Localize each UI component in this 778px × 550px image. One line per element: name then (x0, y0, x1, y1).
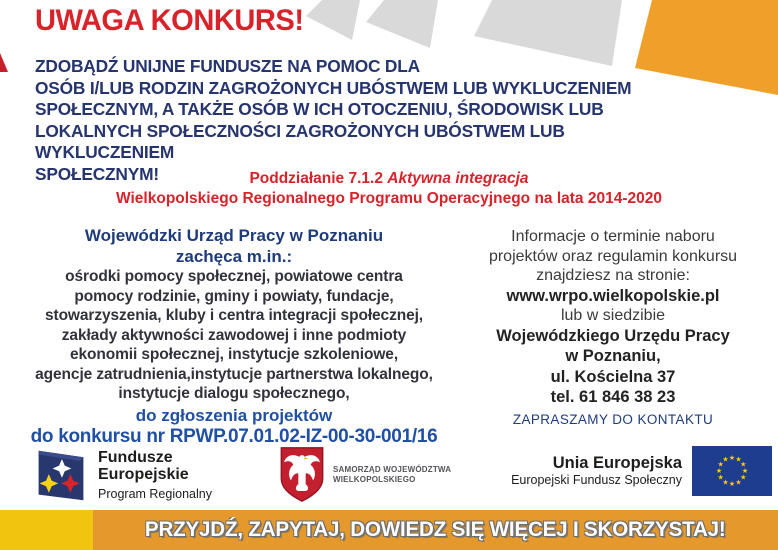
svg-text:★: ★ (740, 460, 747, 469)
office-name-line1: Wojewódzkiego Urzędu Pracy (496, 326, 730, 345)
svg-text:★: ★ (741, 467, 749, 475)
svg-text:★: ★ (728, 454, 736, 462)
beneficiary-list-line: pomocy rodzinie, gminy i powiaty, fundacje, (74, 287, 394, 305)
right-column (452, 227, 774, 427)
fundusze-line2: Europejskie (98, 466, 189, 483)
contact-cta: ZAPRASZAMY DO KONTAKTU (512, 411, 714, 427)
info-line: lub w siedzibie (560, 307, 666, 324)
subtitle-measure: Poddziałanie 7.1.2 (249, 170, 388, 187)
intro-paragraph (35, 56, 688, 185)
bottom-banner (0, 510, 778, 550)
intro-line: ZDOBĄDŹ UNIJNE FUNDUSZE NA POMOC DLA (35, 56, 420, 76)
eu-line1: Unia Europejska (552, 454, 682, 472)
svg-text:★: ★ (722, 455, 729, 464)
subtitle-line2: Wielkopolskiego Regionalnego Programu Operacyjnego na lata 2014-2020 (116, 190, 662, 207)
program-subtitle (0, 169, 778, 209)
beneficiary-list-line: stowarzyszenia, kluby i centra integracji społecznej, (44, 307, 424, 324)
svg-text:★: ★ (728, 480, 736, 488)
intro-line: SPOŁECZNYM, A TAKŻE OSÓB W ICH OTOCZENIU, ŚRODOWISK LUB (35, 99, 604, 119)
intro-line: LOKALNYCH SPOŁECZNOŚCI ZAGROŻONYCH UBÓSTWEM LUB WYKLUCZENIEM (35, 120, 565, 162)
left-heading-line2: zachęca m.in.: (175, 247, 293, 266)
svg-text:★: ★ (715, 467, 723, 475)
svg-text:★: ★ (717, 473, 724, 482)
website-url: www.wrpo.wielkopolskie.pl (506, 286, 720, 305)
samorzad-line2: WIELKOPOLSKIEGO (333, 474, 416, 484)
left-column (16, 225, 452, 448)
beneficiary-list-line: agencje zatrudnienia,instytucje partnerstwa lokalnego, (35, 365, 433, 383)
office-phone: tel. 61 846 38 23 (550, 388, 676, 406)
banner-orange-block (93, 510, 778, 550)
svg-text:★: ★ (722, 478, 729, 487)
wielkopolska-crest-icon (279, 446, 325, 503)
subtitle-line1 (0, 169, 778, 189)
beneficiary-list-line: ekonomii społecznej, instytucje szkoleniowe, (69, 346, 399, 363)
svg-text:★: ★ (717, 460, 724, 469)
eu-flag-icon (692, 446, 772, 496)
svg-text:★: ★ (735, 478, 742, 487)
gray-shape-icon (366, 0, 438, 48)
page-title: UWAGA KONKURS! (35, 4, 304, 37)
subtitle-action-name: Aktywna integracja (387, 170, 529, 187)
info-line: Informacje o terminie naboru (511, 228, 715, 245)
samorzad-wielkopolski-logo (279, 446, 451, 503)
fundusze-europejskie-logo (33, 446, 212, 504)
banner-slogan: PRZYJDŹ, ZAPYTAJ, DOWIEDZ SIĘ WIĘCEJ I SKORZYSTAJ! (145, 518, 726, 541)
intro-line: SPOŁECZNYM! (35, 163, 159, 184)
samorzad-line1: SAMORZĄD WOJEWÓDZTWA (333, 464, 452, 474)
banner-yellow-block (0, 510, 93, 550)
fundusze-line1: Fundusze (98, 448, 173, 466)
gray-shape-icon (306, 0, 360, 40)
beneficiary-list-line: zakłady aktywności zawodowej i inne podmioty (61, 326, 407, 344)
unia-europejska-logo (511, 446, 772, 496)
logo-strip (0, 444, 778, 508)
office-name-line2: w Poznaniu, (565, 347, 661, 365)
beneficiary-list-line: ośrodki pomocy społecznej, powiatowe centra (65, 268, 403, 285)
office-address: ul. Kościelna 37 (550, 367, 676, 386)
competition-number: do konkursu nr RPWP.07.01.02-IZ-00-30-001/16 (30, 425, 438, 447)
left-edge-accent-icon (0, 53, 8, 72)
eu-funds-flag-icon (33, 446, 89, 504)
fundusze-line3: Program Regionalny (98, 486, 212, 501)
samorzad-logo-text (333, 465, 451, 485)
info-line: znajdziesz na stronie: (536, 267, 690, 284)
eu-logo-text (511, 454, 682, 488)
beneficiary-list-line: instytucje dialogu społecznego, (118, 385, 350, 402)
left-heading-line1: Wojewódzki Urząd Pracy w Poznaniu (84, 226, 384, 245)
intro-line: OSÓB I/LUB RODZIN ZAGROŻONYCH UBÓSTWEM LUB WYKLUCZENIEM (35, 77, 632, 98)
svg-text:★: ★ (740, 473, 747, 482)
submission-cta-line1: do zgłoszenia projektów (135, 405, 333, 425)
svg-text:★: ★ (735, 455, 742, 464)
eu-line2: Europejski Fundusz Społeczny (511, 473, 682, 487)
fundusze-logo-text (98, 449, 212, 502)
info-line: projektów oraz regulamin konkursu (488, 247, 738, 265)
